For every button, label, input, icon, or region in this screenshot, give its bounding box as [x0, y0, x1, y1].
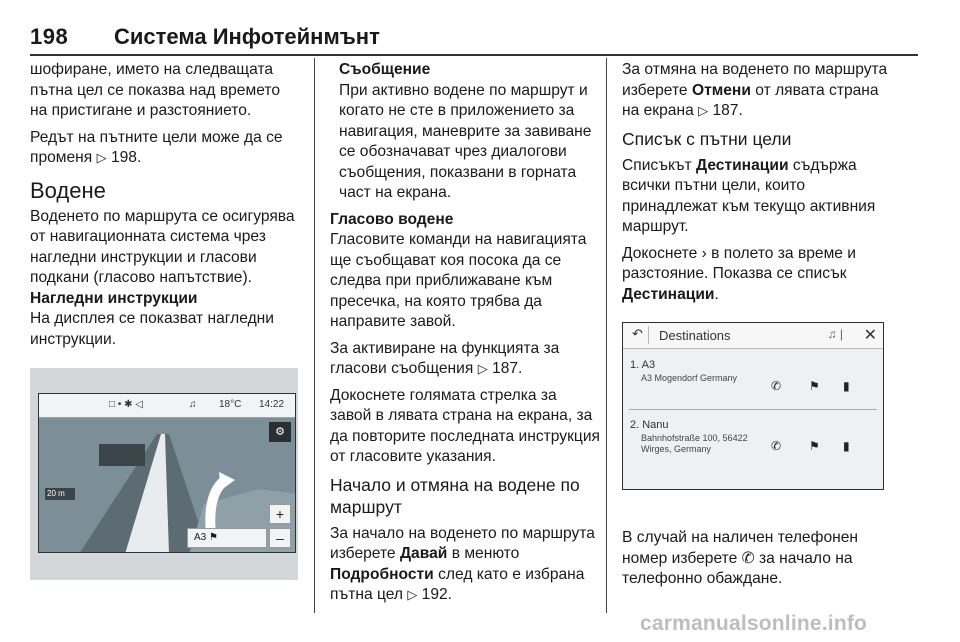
driving-paragraph: Воденето по маршрута се осигурява от навигационната система чрез нагледни инструкции и гласови подкани (гласово напътствие). [30, 207, 295, 286]
phone-icon[interactable]: ✆ [771, 439, 782, 453]
chevron-right-icon: › [701, 244, 707, 262]
music-icon[interactable]: ♫ | [827, 327, 843, 341]
subheading-voice: Гласово водене [330, 210, 454, 228]
watermark: carmanualsonline.info [640, 612, 868, 635]
touch-paragraph: Докоснете › в полето за време и разстояние. Показва се списък Дестинации. [622, 244, 857, 303]
page-ref-icon: ▷ [407, 587, 418, 602]
phone-note [622, 528, 892, 596]
status-icons: □ • ✱ ◁ [109, 399, 143, 410]
subheading-visual: Нагледни инструкции [30, 289, 198, 307]
destinations-toolbar [623, 323, 883, 349]
cancel-paragraph: За отмяна на воденето по маршрута изберете Отмени от лявата страна на екрана ▷ 187. [622, 61, 888, 119]
list-paragraph: Списъкът Дестинации съдържа всички пътни цели, които принадлежат към текущо активния маршрут. [622, 156, 876, 235]
section-title: Система Инфотейнмънт [114, 24, 380, 49]
heading-destination-list: Списък с пътни цели [622, 128, 792, 149]
clock: 14:22 [259, 399, 285, 410]
column-2 [330, 60, 600, 612]
page-ref-icon: ▷ [96, 150, 107, 165]
destination-item-address: Bahnhofstraße 100, 56422 Wirges, Germany [641, 433, 748, 454]
close-icon[interactable]: ✕ [863, 327, 877, 344]
column-divider [314, 58, 315, 613]
music-icon: ♫ [189, 399, 197, 410]
message-paragraph: При активно водене по маршрут и когато не сте в приложението за навигация, маневрите за завиване се обозначават чрез диалогови съобщения, показвани в горната част на екрана. [339, 81, 592, 201]
heading-driving: Водене [30, 177, 106, 203]
page-ref[interactable]: 187. [492, 360, 523, 377]
cancel-label: Отмени [691, 81, 751, 99]
navigation-screen [38, 393, 296, 553]
page-ref[interactable]: 187. [712, 102, 743, 119]
route-info-bar[interactable] [187, 528, 267, 548]
column-divider [606, 58, 607, 613]
heading-start-cancel: Начало и отмяна на водене по маршрут [330, 474, 580, 517]
distance-label: 20 m [47, 489, 65, 498]
voice-paragraph: Гласовите команди на навигацията ще съобщават коя посока да се следва при приближаване към пресечка, на която трябва да направите завой. [330, 231, 587, 330]
destination-item-title[interactable]: 1. A3 [630, 359, 656, 371]
go-label: Давай [399, 545, 448, 562]
order-paragraph: Редът на пътните цели може да се променя ▷ 198. [30, 128, 283, 166]
temperature: 18°C [219, 399, 242, 410]
status-bar [39, 394, 295, 418]
start-paragraph: За начало на воденето по маршрута изберете Давай в менюто Подробности след като е избрана пътна цел ▷ 192. [330, 524, 595, 603]
destination-item-address: A3 Mogendorf Germany [641, 373, 738, 383]
header-rule [30, 54, 918, 56]
page-ref-icon: ▷ [698, 103, 709, 118]
page-ref[interactable]: 198. [110, 149, 142, 166]
flag-icon[interactable]: ⚑ [809, 439, 820, 453]
zoom-out-button[interactable]: – [269, 528, 291, 548]
flag-icon[interactable]: ⚑ [809, 379, 820, 393]
repeat-paragraph: Докоснете голямата стрелка за завой в лявата страна на екрана, за да повторите последната инструкция от гласовите указания. [330, 386, 600, 465]
phone-icon: ✆ [741, 549, 755, 567]
page-ref-icon: ▷ [477, 361, 488, 376]
intro-paragraph: шофиране, името на следващата пътна цел се показва над времето на пристигане и разстоянието. [30, 61, 280, 119]
road-name: A3 [194, 532, 207, 543]
flag-icon: ⚑ [209, 532, 218, 543]
phone-icon[interactable]: ✆ [771, 379, 782, 393]
destinations-label: Дестинации [696, 156, 789, 174]
destinations-label: Дестинации [622, 285, 715, 303]
back-arrow-icon[interactable]: ↶ [627, 326, 649, 344]
page-ref[interactable]: 192. [421, 586, 453, 603]
page-header [30, 24, 930, 54]
column-3 [622, 60, 892, 311]
column-1 [30, 60, 300, 356]
destinations-screen [622, 322, 884, 490]
list-separator [629, 409, 877, 410]
destination-item-title[interactable]: 2. Nanu [630, 419, 669, 431]
page-number: 198 [30, 24, 69, 49]
zoom-in-button[interactable]: + [269, 504, 291, 524]
delete-icon[interactable]: ▮ [843, 439, 850, 453]
destinations-title: Destinations [659, 328, 731, 343]
delete-icon[interactable]: ▮ [843, 379, 850, 393]
phone-paragraph: В случай на наличен телефонен номер изберете ✆ за начало на телефонно обаждане. [622, 529, 859, 587]
settings-gear-icon[interactable]: ⚙ [269, 422, 291, 442]
details-label: Подробности [330, 565, 434, 583]
subheading-message: Съобщение [339, 61, 431, 78]
visual-paragraph: На дисплея се показват нагледни инструкции. [30, 310, 274, 348]
activate-paragraph: За активиране на функцията за гласови съобщения ▷ 187. [330, 339, 560, 377]
